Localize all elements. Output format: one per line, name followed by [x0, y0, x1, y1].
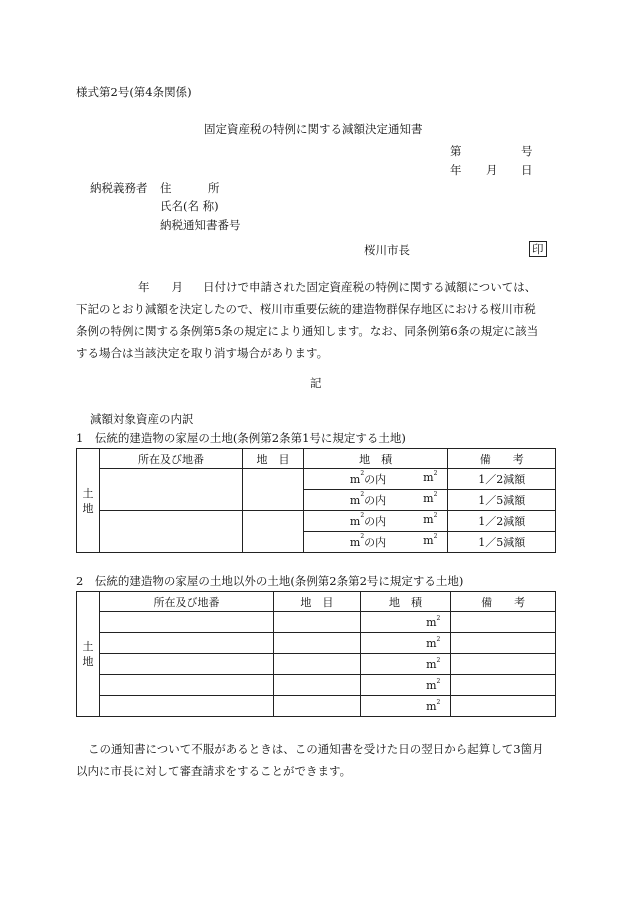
table-row: [77, 654, 556, 675]
table-row: [77, 675, 556, 696]
seal-mark: 印: [529, 241, 547, 257]
table2-area-cell: $m^2$: [360, 675, 451, 696]
table1-remarks-cell: 1／2減額: [448, 511, 556, 532]
table-row: [77, 511, 556, 532]
table1-category-cell: [243, 469, 304, 511]
date-month: 月: [486, 163, 498, 177]
table2-header-area: 地 積: [360, 592, 451, 612]
table-row: [77, 696, 556, 717]
body-line-3: 条例の特例に関する条例第5条の規定により通知します。なお、同条例第6条の規定に該当: [76, 324, 539, 338]
table1-header-location: 所在及び地番: [99, 449, 242, 469]
table-row: [77, 612, 556, 633]
body-line-2: 下記のとおり減額を決定したので、桜川市重要伝統的建造物群保存地区における桜川市税: [76, 302, 536, 316]
table2-header-remarks: 備 考: [451, 592, 556, 612]
page-title: 固定資産税の特例に関する減額決定通知書: [204, 122, 423, 136]
issuer-name: 桜川市長: [364, 243, 410, 257]
table1-area-cell: $m^2$の内 $m^2$: [303, 532, 448, 553]
table1-location-cell: [99, 511, 242, 553]
table2-area-cell: $m^2$: [360, 612, 451, 633]
form-id: 様式第2号(第4条関係): [76, 85, 192, 99]
table1-area-cell: $m^2$の内 $m^2$: [303, 469, 448, 490]
table2-side-label: 土 地: [77, 592, 100, 717]
table1-heading: 1 伝統的建造物の家屋の土地(条例第2条第1号に規定する土地): [76, 431, 406, 445]
table1-area-cell: $m^2$の内 $m^2$: [303, 490, 448, 511]
table2: [76, 591, 556, 717]
number-go: 号: [521, 144, 533, 158]
table1-side-label: 土 地: [77, 449, 100, 553]
table1-header-remarks: 備 考: [448, 449, 556, 469]
breakdown-label: 減額対象資産の内訳: [90, 412, 194, 426]
table1-header-category: 地 目: [243, 449, 304, 469]
table1-header-area: 地 積: [303, 449, 448, 469]
date-year: 年: [450, 163, 462, 177]
table1-remarks-cell: 1／5減額: [448, 490, 556, 511]
number-dai: 第: [450, 144, 462, 158]
table1: [76, 448, 556, 553]
table1-area-cell: $m^2$の内 $m^2$: [303, 511, 448, 532]
ki-label: 記: [310, 376, 322, 390]
table-row: [77, 633, 556, 654]
date-day: 日: [521, 163, 533, 177]
body-paragraph: [76, 276, 554, 364]
address-label-b: 所: [208, 181, 220, 195]
address-label-a: 住: [160, 181, 172, 195]
table2-area-cell: $m^2$: [360, 633, 451, 654]
table1-remarks-cell: 1／5減額: [448, 532, 556, 553]
name-label: 氏名(名 称): [160, 199, 219, 213]
body-date-month: 月: [171, 280, 183, 294]
footer-line-1: この通知書について不服があるときは、この通知書を受けた日の翌日から起算して3箇月: [88, 742, 544, 756]
footer-paragraph: [76, 738, 554, 782]
table1-category-cell: [243, 511, 304, 553]
table1-location-cell: [99, 469, 242, 511]
table2-header-category: 地 目: [274, 592, 361, 612]
table2-header-location: 所在及び地番: [99, 592, 273, 612]
body-line-1-text: 日付けで申請された固定資産税の特例に関する減額については、: [203, 280, 537, 294]
table2-heading: 2 伝統的建造物の家屋の土地以外の土地(条例第2条第2号に規定する土地): [76, 574, 464, 588]
taxpayer-label: 納税義務者: [90, 181, 148, 195]
table1-remarks-cell: 1／2減額: [448, 469, 556, 490]
table-row: [77, 469, 556, 490]
notice-number-label: 納税通知書番号: [160, 218, 241, 232]
body-line-4: する場合は当該決定を取り消す場合があります。: [76, 346, 329, 360]
footer-line-2: 以内に市長に対して審査請求をすることができます。: [76, 764, 352, 778]
body-date-year: 年: [138, 280, 150, 294]
table2-area-cell: $m^2$: [360, 654, 451, 675]
table2-area-cell: $m^2$: [360, 696, 451, 717]
body-line-1: [76, 276, 554, 298]
